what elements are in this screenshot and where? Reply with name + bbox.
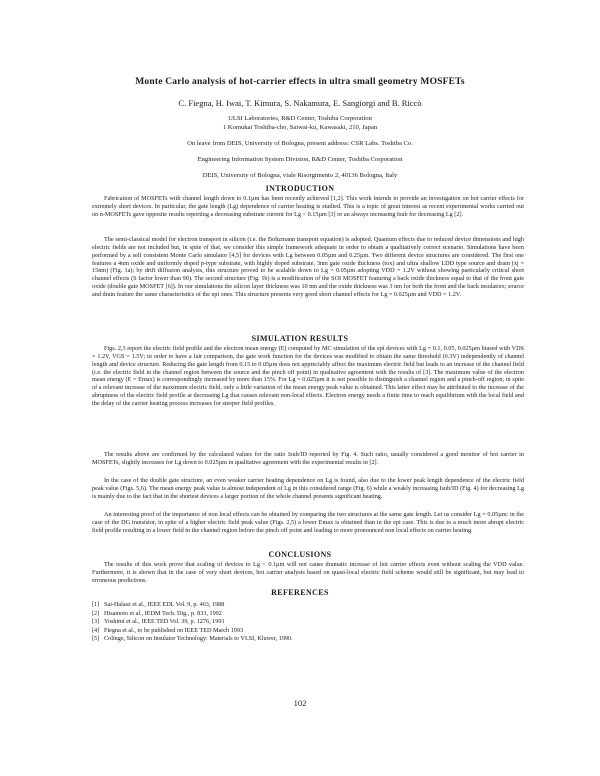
intro-paragraph-1: Fabrication of MOSFETs with channel length down to 0.1µm has been recently achieved [1,2]. This work intends to provide an investigation on hot carrier effects for extremely short devices. In particular, the gate length (Lg) dependence of carrier heating is studied. This is a topic of great interest as recent experimental works carried out on n-MOSFETs gave opposite results reporting a decreasing substrate current for Lg < 0.15µm [3] or an always increasing Isub for decreasing Lg [2]. (92, 195, 524, 218)
simulation-paragraph-4: An interesting proof of the importance of non local effects can be obtained by comparing the two structures at the same gate length. Let us consider Lg = 0.05µm: in the case of the DG transistor, in spite of a higher electric field peak value (Figs. 2,5) a lower Emax is obtained than in the epi case. This is due to a much more abrupt electric field profile resulting in a lower field in the channel region before the pinch off point and leading to more pronounced non local effects on carrier heating. (92, 511, 524, 534)
reference-item (92, 618, 524, 627)
affiliation-line: DEIS, University of Bologna, viale Risorgimento 2, 40136 Bologna, Italy (202, 172, 398, 179)
reference-item (92, 601, 524, 610)
simulation-paragraph-2: The results above are confirmed by the calculated values for the ratio Isub/ID reported by Fig. 4. Such ratio, usually considered a good monitor of hot carrier in MOSFETs, slightly increases for Lg down to 0.025µm in qualitative agreement with the experimental results in [2]. (92, 451, 524, 466)
reference-item (92, 635, 524, 644)
reference-number: [2] (92, 609, 100, 617)
reference-number: [3] (92, 618, 100, 625)
conclusions-paragraph: The results of this work prove that scaling of devices to Lg < 0.1µm will not cause dramatic increase of hot carrier effects even without scaling the VDD value. Furthermore, it is shown that in the case of very short devices, hot carrier analysis based on quasi-local electric field scheme would still be significant, but may lead to erroneous predictions. (92, 561, 524, 584)
reference-number: [1] (92, 601, 100, 608)
section-heading-introduction: INTRODUCTION (265, 184, 335, 193)
intro-paragraph-2: The semi-classical model for electron transport in silicon (i.e. the Boltzmann transport equation) is adopted. Quantum effects due to reduced device dimensions and high electric fields are not included but, in spite of that, we consider this simple framework adequate in order to obtain a qualitatively correct scenario. Simulations have been performed by a self consistent Monte Carlo simulator [4,5] for devices with Lg between 0.05µm and 0.25µm. Two different device structures are considered. The first one features a 4nm oxide and uniformly doped p-type substrate, with highly doped substrate, 3nm gate oxide thickness (tox) and ultra shallow LDD type source and drain (xj = 15nm) (Fig. 1a); by drift diffusion analysis, this structure proved to be scalable down to Lg = 0.05µm adopting VDD = 1.2V without showing particularly critical short channel effects (S factor lower than 90). The second structure (Fig. 1b) is a modification of the SOI MOSFET featuring a back oxide thickness equal to that of the front gate oxide (double gate MOSFET [6]). In our simulations the silicon layer thickness was 10 nm and the oxide thickness was 3 nm for both the front and the back insulators; source and drain feature the same characteristics of the epi ones. This structure presents very good short channel effects for Lg = 0.025µm and VDD = 1.2V. (92, 236, 524, 298)
affiliation-line: Engineering Information System Division, R&D Center, Toshiba Corporation (197, 156, 403, 163)
reference-text: Hisamoto et al., IEDM Tech. Dig., p. 833, 1992 (104, 609, 222, 617)
reference-text: Sai-Halasz et al., IEEE EDL Vol. 9, p. 463, 1988 (104, 601, 225, 608)
reference-item (92, 627, 524, 636)
page-number: 102 (293, 698, 307, 708)
section-heading-conclusions: CONCLUSIONS (268, 550, 332, 559)
paper-title: Monte Carlo analysis of hot-carrier effects in ultra small geometry MOSFETs (135, 77, 465, 87)
reference-text: Fiegna et al., to be published on IEEE TED March 1993 (104, 626, 244, 634)
reference-text: Yoshimi et al., IEEE TED Vol. 39, p. 1276, 1991 (104, 618, 225, 625)
reference-list (92, 601, 524, 644)
simulation-paragraph-3: In the case of the double gate structure, an even weaker carrier heating dependence on Lg is found, also due to the lower peak length dependence of the electric field peak value (Figs. 5,6). The mean energy peak value is almost independent of Lg in this considered range (Fig. 6) while a weakly increasing Isub/ID (Fig. 4) for decreasing Lg is mainly due to the fact that in the shortest devices a larger portion of the whole channel presents significant heating. (92, 477, 524, 500)
section-heading-simulation-results: SIMULATION RESULTS (251, 334, 349, 343)
paper-authors: C. Fiegna, H. Iwai, T. Kimura, S. Nakamura, E. Sangiorgi and B. Riccò (178, 98, 422, 108)
affiliation-line: 1 Komukai Toshiba-cho, Saiwai-ku, Kawasaki, 210, Japan (222, 124, 378, 131)
section-heading-references: REFERENCES (271, 588, 329, 597)
reference-number: [5] (92, 635, 100, 642)
reference-number: [4] (92, 626, 100, 634)
affiliation-line: On leave from DEIS, University of Bologna, present address: CSR Labs. Toshiba Co. (187, 140, 413, 147)
reference-text: Colinge, Silicon on Insulator Technology: Materials to VLSI, Kluwer, 1990. (104, 635, 293, 642)
affiliation-line: ULSI Laboratories, R&D Center, Toshiba Corporation (228, 115, 372, 122)
simulation-paragraph-1: Figs. 2,3 report the electric field profile and the electron mean energy (E) computed by MC simulation of the epi devices with Lg = 0.1, 0.05, 0.025µm biased with VDS = 1.2V, VGS = 1.5V; in order to have a fair comparison, the gate work function for the devices was modified to obtain the same threshold (0.3V) independently of channel length and device structure. Reducing the gate length from 0.15 to 0.05µm does not appreciably affect the maximum electric field but leads to an increase of the channel field (i.e. the electric field in the channel region between the source and the pinch off point) in qualitative agreement with the results of [3]. The maximum value of the electron mean energy (E = Emax) is correspondingly increased by more than 15%. For Lg = 0.025µm it is not possible to distinguish a channel region and a pinch-off region; in spite of a relevant increase of the maximum electric field, only a little variation of the mean energy peak value is obtained. This latter effect may be attributed to the increase of the abruptness of the electric field profile at decreasing Lg that causes relevant non-local effects. Electron energy needs a finite time to reach equilibrium with the local field and the delay of the carrier heating process increases for steeper field profiles. (92, 345, 524, 407)
reference-item (92, 610, 524, 619)
